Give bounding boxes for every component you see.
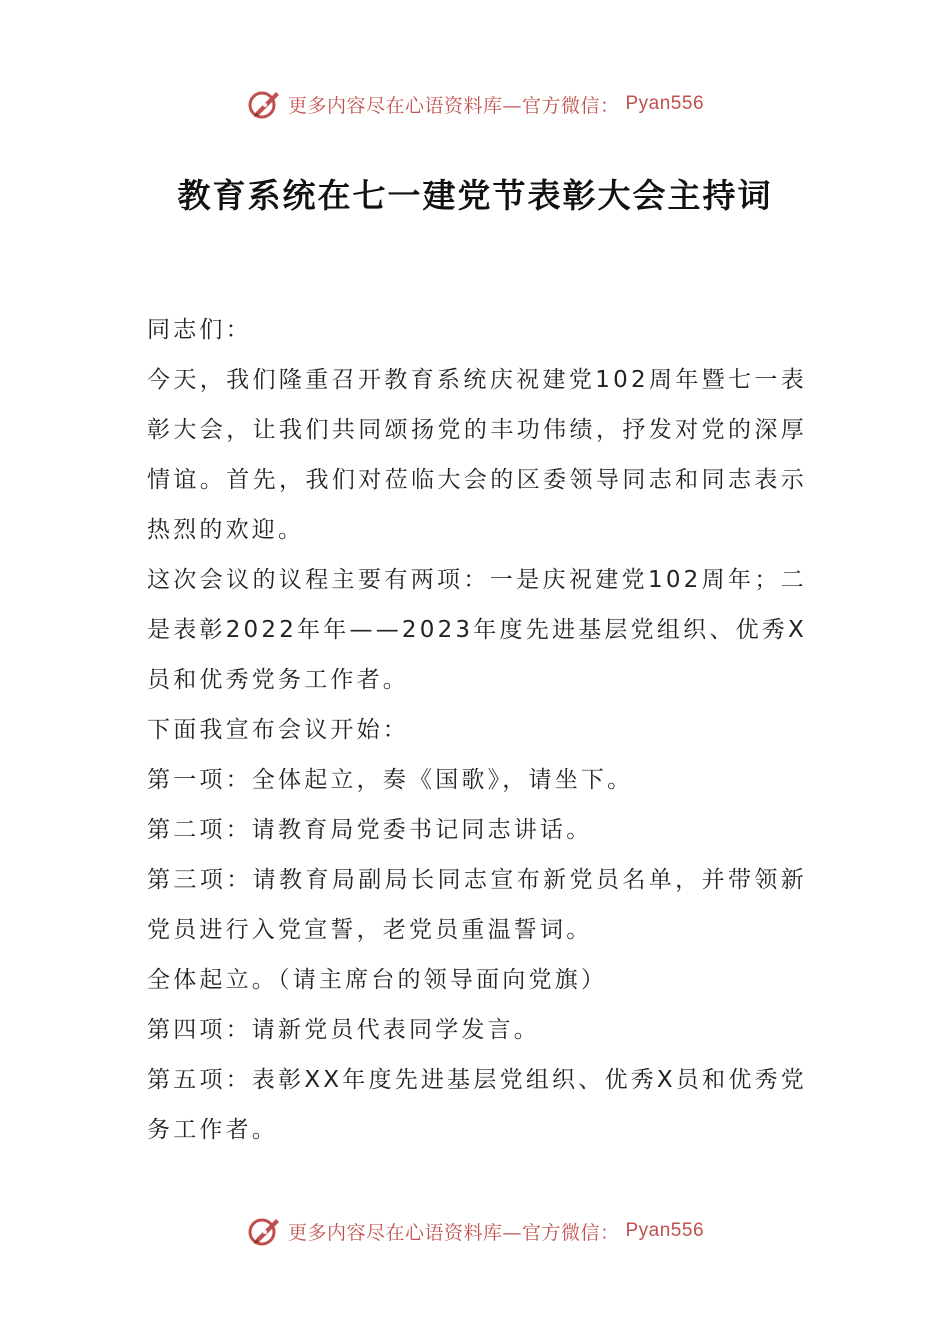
- watermark-account: Pyan556: [625, 1220, 705, 1241]
- document-title: 教育系统在七一建党节表彰大会主持词: [177, 176, 773, 215]
- paragraph: 第四项：请新党员代表同学发言。: [147, 1017, 540, 1043]
- watermark-account: Pyan556: [625, 93, 705, 114]
- paragraph: 同志们：: [147, 317, 252, 343]
- header-watermark: [0, 84, 950, 124]
- paragraph: 下面我宣布会议开始：: [147, 717, 409, 743]
- paragraph: 第二项：请教育局党委书记同志讲话。: [147, 817, 593, 843]
- paragraph: 这次会议的议程主要有两项：一是庆祝建党102周年；二是表彰2022年年——2023年度先进基层党组织、优秀X员和优秀党务工作者。: [147, 567, 807, 693]
- watermark-text: 更多内容尽在心语资料库—官方微信：: [287, 94, 620, 117]
- pen-logo-icon: [246, 86, 282, 122]
- paragraph: 第三项：请教育局副局长同志宣布新党员名单，并带领新党员进行入党宣誓，老党员重温誓词。: [147, 867, 807, 943]
- paragraph: 今天，我们隆重召开教育系统庆祝建党102周年暨七一表彰大会，让我们共同颂扬党的丰功伟绩，抒发对党的深厚情谊。首先，我们对莅临大会的区委领导同志和同志表示热烈的欢迎。: [147, 367, 807, 543]
- paragraph: 第五项：表彰XX年度先进基层党组织、优秀X员和优秀党务工作者。: [147, 1067, 807, 1143]
- paragraph: 全体起立。（请主席台的领导面向党旗）: [147, 967, 608, 993]
- watermark-text: 更多内容尽在心语资料库—官方微信：: [287, 1221, 620, 1244]
- pen-logo-icon: [246, 1213, 282, 1249]
- document-body: [147, 305, 807, 1155]
- footer-watermark: [0, 1211, 950, 1251]
- paragraph: 第一项：全体起立，奏《国歌》，请坐下。: [147, 767, 634, 793]
